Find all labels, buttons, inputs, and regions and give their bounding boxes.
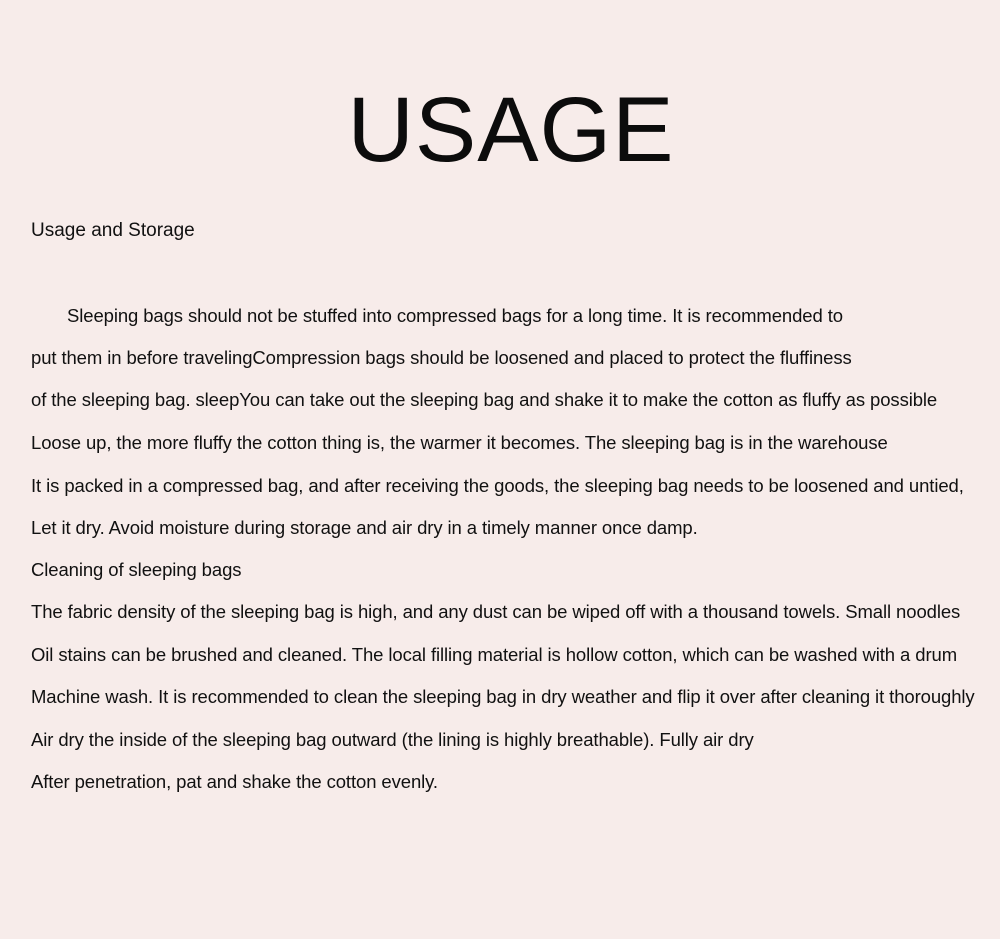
paragraph-line-7: The fabric density of the sleeping bag is high, and any dust can be wiped off with a thousand towels. Small noodles xyxy=(31,601,961,622)
paragraph-line-3: of the sleeping bag. sleepYou can take out the sleeping bag and shake it to make the cotton as fluffy as possible xyxy=(31,389,938,410)
paragraph-line-8: Oil stains can be brushed and cleaned. The local filling material is hollow cotton, which can be washed with a drum xyxy=(31,644,958,665)
paragraph-line-5: It is packed in a compressed bag, and after receiving the goods, the sleeping bag needs to be loosened and untied, xyxy=(31,475,964,496)
paragraph-line-2: put them in before travelingCompression bags should be loosened and placed to protect the fluffiness xyxy=(31,347,852,368)
paragraph-line-11: After penetration, pat and shake the cotton evenly. xyxy=(31,771,438,792)
paragraph-line-10: Air dry the inside of the sleeping bag outward (the lining is highly breathable). Fully air dry xyxy=(31,729,754,750)
paragraph-line-9: Machine wash. It is recommended to clean the sleeping bag in dry weather and flip it over after cleaning it thoroughly xyxy=(31,686,975,707)
section-heading-cleaning: Cleaning of sleeping bags xyxy=(31,559,242,580)
page-title: USAGE xyxy=(347,79,675,181)
paragraph-line-1: Sleeping bags should not be stuffed into compressed bags for a long time. It is recommended to xyxy=(67,305,843,326)
paragraph-line-4: Loose up, the more fluffy the cotton thing is, the warmer it becomes. The sleeping bag is in the warehouse xyxy=(31,432,888,453)
section-heading-usage-storage: Usage and Storage xyxy=(31,220,195,241)
paragraph-line-6: Let it dry. Avoid moisture during storage and air dry in a timely manner once damp. xyxy=(31,517,698,538)
